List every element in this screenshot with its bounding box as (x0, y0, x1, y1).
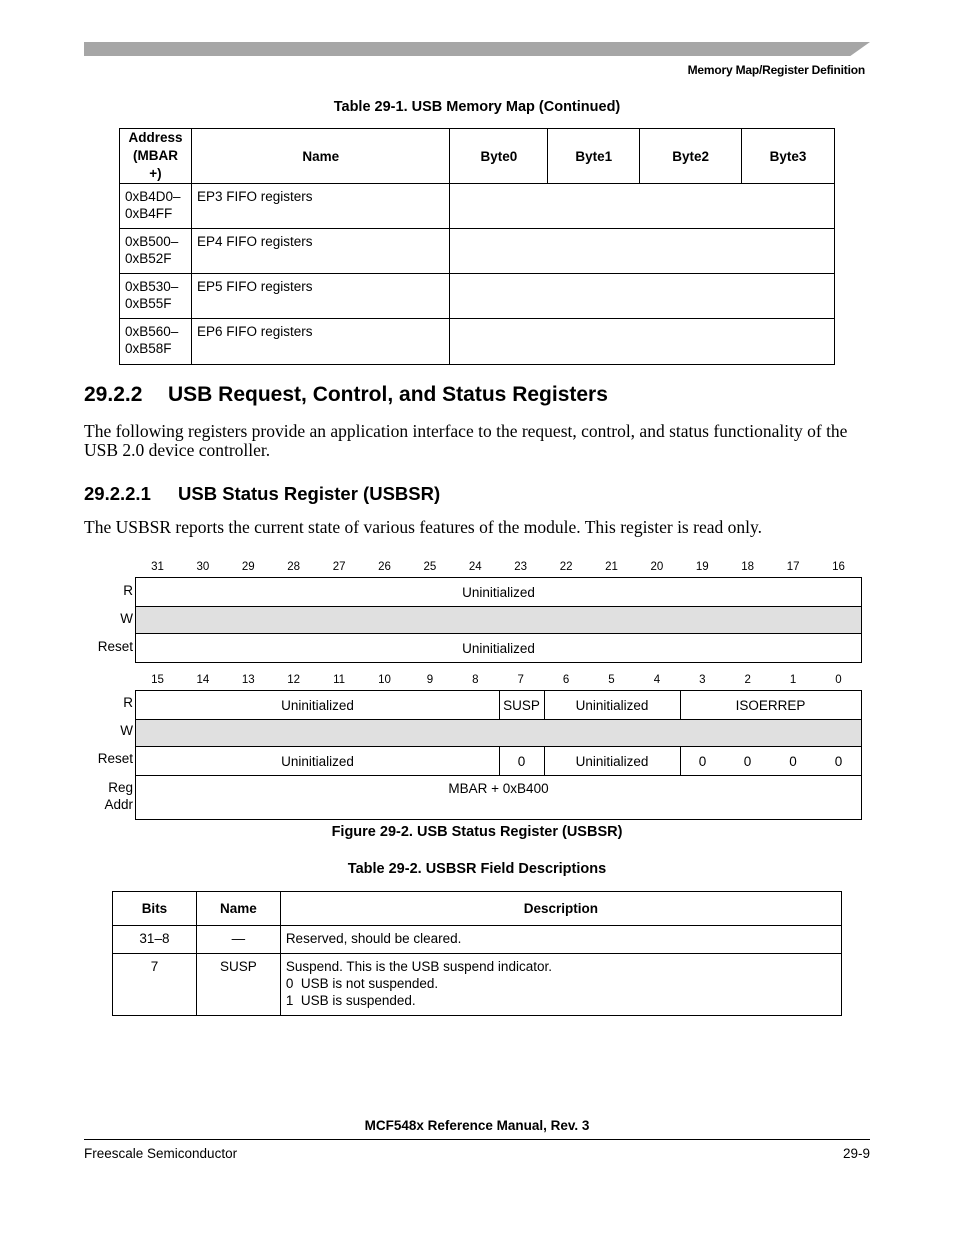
field-divider (544, 747, 545, 775)
row-label-r: R (123, 583, 133, 598)
bit1-reset-value: 0 (789, 753, 797, 769)
bit-number: 2 (744, 674, 751, 686)
description-cell (280, 926, 841, 954)
bit-number: 25 (423, 561, 437, 573)
reg-addr-value: MBAR + 0xB400 (448, 780, 549, 796)
field-divider (499, 747, 500, 775)
lower-read-field-uninit: Uninitialized (281, 697, 354, 713)
row-label-w: W (120, 611, 133, 626)
address-header-line2: (MBAR +) (132, 148, 178, 181)
subsection-number: 29.2.2.1 (84, 483, 151, 504)
table-row (120, 319, 835, 365)
field-descriptions-table (112, 891, 842, 1016)
susp-reset-value: 0 (517, 753, 526, 769)
address-start: 0xB500– (125, 234, 179, 249)
table-row (120, 184, 835, 229)
address-end: 0xB4FF (125, 206, 173, 221)
bit-number: 13 (241, 674, 255, 686)
row-label-r: R (123, 695, 133, 710)
field-divider (544, 691, 545, 719)
bits-cell: 7 (113, 954, 197, 1016)
address-end: 0xB58F (125, 341, 172, 356)
bit-number: 8 (472, 674, 479, 686)
row-label-reset: Reset (97, 751, 133, 766)
address-end: 0xB52F (125, 251, 172, 266)
bit-number: 6 (562, 674, 570, 686)
footer-divider (84, 1139, 870, 1140)
bit-number: 0 (835, 674, 842, 686)
bit-number: 30 (196, 561, 210, 573)
reg-label-line1: Reg (108, 780, 133, 795)
bit-number: 19 (695, 561, 709, 573)
section-heading (84, 383, 608, 407)
bit-number: 29 (241, 561, 255, 573)
address-start: 0xB4D0– (125, 189, 181, 204)
table-row (113, 926, 842, 954)
bit-number: 23 (514, 561, 528, 573)
address-header-line1: Address (128, 130, 183, 145)
bit-number: 11 (333, 674, 346, 686)
section-body: The following registers provide an application interface to the request, control, and status functionality of the USB 2.0 device controller. (84, 421, 848, 460)
description-line: Reserved, should be cleared. (285, 931, 462, 946)
subsection-heading (84, 483, 440, 505)
register-name-cell: EP6 FIFO registers (191, 319, 450, 365)
bit-number: 14 (196, 674, 210, 686)
bit0-reset-value: 0 (834, 753, 843, 769)
register-name-cell: EP3 FIFO registers (191, 184, 450, 229)
address-cell (120, 229, 192, 274)
col-header-bits: Bits (113, 892, 197, 926)
col-header-name: Name (196, 892, 280, 926)
bit-number: 24 (468, 561, 482, 573)
address-end: 0xB55F (125, 296, 172, 311)
lower-write-row (136, 719, 861, 747)
section-title: USB Request, Control, and Status Registers (168, 383, 608, 406)
address-cell (120, 184, 192, 229)
table1-caption: Table 29-1. USB Memory Map (Continued) (333, 99, 621, 115)
address-start: 0xB530– (125, 279, 179, 294)
col-header-byte3: Byte3 (742, 129, 835, 184)
field-divider (680, 747, 681, 775)
col-header-byte1: Byte1 (548, 129, 640, 184)
company-name: Freescale Semiconductor (84, 1146, 238, 1161)
bit-number: 16 (832, 561, 845, 573)
description-cell (280, 954, 841, 1016)
bytes-cell (450, 229, 835, 274)
address-start: 0xB560– (125, 324, 179, 339)
upper-reset-field: Uninitialized (462, 640, 535, 656)
bit-number: 5 (608, 674, 615, 686)
bit-number: 4 (653, 674, 661, 686)
col-header-byte0: Byte0 (450, 129, 548, 184)
subsection-body: The USBSR reports the current state of various features of the module. This register is read only. (84, 517, 762, 537)
subsection-title: USB Status Register (USBSR) (178, 483, 441, 504)
lower-reset-field-uninit-2: Uninitialized (575, 753, 649, 769)
table-row (120, 274, 835, 319)
upper-read-field: Uninitialized (462, 584, 535, 600)
upper-write-row (136, 606, 861, 634)
address-cell (120, 274, 192, 319)
running-title: Memory Map/Register Definition (687, 63, 865, 77)
register-name-cell: EP4 FIFO registers (191, 229, 450, 274)
row-label-reg-addr (86, 779, 133, 813)
field-divider (499, 691, 500, 719)
row-label-w: W (120, 723, 133, 738)
register-name-cell: EP5 FIFO registers (191, 274, 450, 319)
description-line: 0 USB is not suspended. (285, 976, 439, 991)
register-upper-box (135, 577, 862, 663)
bit-number: 3 (699, 674, 706, 686)
bit-number: 1 (789, 674, 797, 686)
address-cell (120, 319, 192, 365)
register-lower-box (135, 690, 862, 820)
field-name-cell: SUSP (196, 954, 280, 1016)
bit-number: 27 (332, 561, 346, 573)
susp-field: SUSP (503, 697, 540, 713)
manual-title: MCF548x Reference Manual, Rev. 3 (364, 1118, 590, 1133)
field-name-cell: — (196, 926, 280, 954)
bit-number: 17 (786, 561, 800, 573)
row-label-reset: Reset (97, 639, 133, 654)
col-header-byte2: Byte2 (640, 129, 742, 184)
bit-number: 22 (559, 561, 573, 573)
bit-number: 9 (426, 674, 434, 686)
bit-number: 20 (650, 561, 664, 573)
section-number: 29.2.2 (84, 383, 143, 406)
page-number: 29-9 (842, 1146, 870, 1161)
table-header-row (120, 129, 835, 184)
bit-number: 21 (605, 561, 618, 573)
bits-cell: 31–8 (113, 926, 197, 954)
table-header-row (113, 892, 842, 926)
table-row (113, 954, 842, 1016)
bit-number: 12 (287, 674, 301, 686)
bit-number: 7 (517, 674, 524, 686)
col-header-address (120, 129, 192, 184)
bit-number: 10 (378, 674, 391, 686)
col-header-description: Description (280, 892, 841, 926)
col-header-name: Name (191, 129, 450, 184)
bit3-reset-value: 0 (698, 753, 707, 769)
reg-label-line2: Addr (104, 797, 133, 812)
bit-number: 15 (151, 674, 164, 686)
bit-number: 26 (378, 561, 391, 573)
field-divider (680, 691, 681, 719)
header-bar (84, 42, 870, 56)
memory-map-table (119, 128, 835, 365)
lower-read-field-uninit-2: Uninitialized (575, 697, 649, 713)
isoerrep-field: ISOERREP (735, 697, 806, 713)
table2-caption: Table 29-2. USBSR Field Descriptions (347, 861, 607, 877)
bit-number: 18 (741, 561, 755, 573)
bytes-cell (450, 319, 835, 365)
bit2-reset-value: 0 (743, 753, 752, 769)
bytes-cell (450, 274, 835, 319)
table-row (120, 229, 835, 274)
description-line: Suspend. This is the USB suspend indicator. (285, 959, 552, 974)
bit-number: 31 (151, 561, 164, 573)
bit-number: 28 (287, 561, 301, 573)
bytes-cell (450, 184, 835, 229)
lower-reset-field-uninit: Uninitialized (281, 753, 354, 769)
description-line: 1 USB is suspended. (285, 993, 416, 1008)
figure-caption: Figure 29-2. USB Status Register (USBSR) (331, 824, 623, 840)
